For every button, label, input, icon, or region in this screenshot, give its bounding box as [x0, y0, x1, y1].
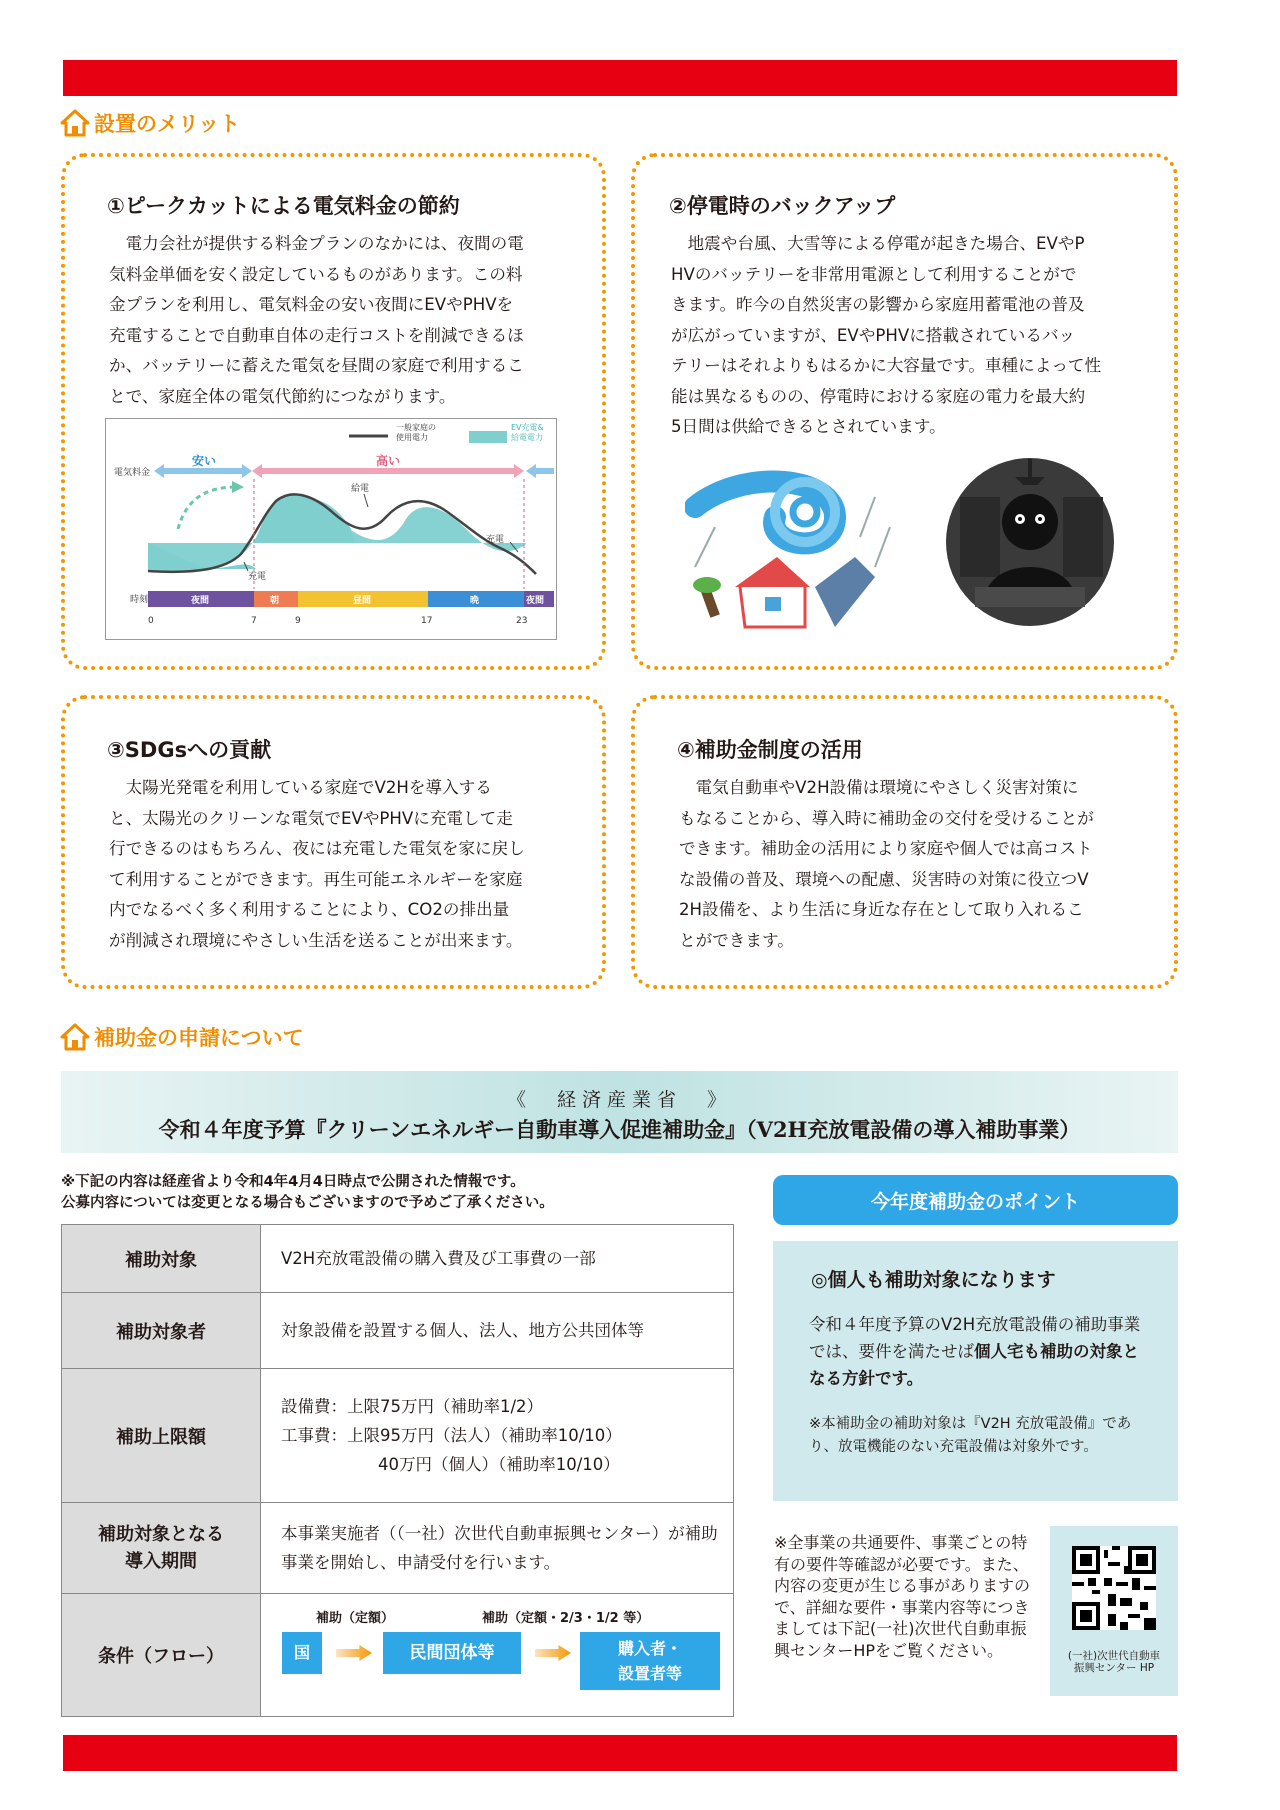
flow-label-2: 補助（定額・2/3・1/2 等） [482, 1611, 650, 1626]
charge-right-label: 充電 [486, 535, 505, 545]
expensive-label: 高い [376, 454, 401, 468]
requirements-note: ※全事業の共通要件、事業ごとの特有の要件等確認が必要です。また、内容の変更が生じる事がありますので、詳細な要件・事業内容等につきましては下記(一社)次世代自動車振興センターHPをご覧ください。 [774, 1533, 1031, 1660]
box2-text: 地震や台風、大雪等による停電が起きた場合、EVやP HVのバッテリーを非常用電源として利用することがで きます。昨今の自然災害の影響から家庭用蓄電池の普及 が広がっていますが、EVやPHVに搭載されているバッ テリーはそれよりもはるかに大容量です。車種によって性 能は異なるものの、停電時における家庭の電力を最大約 5日間は供給できるとされています。 [671, 234, 1102, 436]
row-key: 条件（フロー） [62, 1594, 261, 1717]
flow-arrow-2 [535, 1645, 571, 1661]
charge-left-label: 充電 [248, 572, 267, 582]
subsidy-banner [61, 1071, 1178, 1153]
tick-9: 9 [295, 616, 301, 626]
flow-node-purchaser: 購入者・ 設置者等 [580, 1632, 720, 1690]
band-night1: 夜間 [191, 596, 210, 606]
supply-label: 給電 [351, 484, 370, 494]
price-label: 電気料金 [114, 468, 151, 478]
box2-title: ②停電時のバックアップ [669, 194, 896, 218]
qr-code-icon[interactable] [1072, 1546, 1156, 1630]
cheap-label: 安い [192, 454, 217, 468]
banner-ministry: 《 経済産業省 》 [506, 1089, 732, 1111]
box1-text: 電力会社が提供する料金プランのなかには、夜間の電 気料金単価を安く設定しているものがあります。この料 金プランを利用し、電気料金の安い夜間にEVやPHVを 充電することで自動車自体の走行コストを削減できるほ か、バッテリーに蓄えた電気を昼間の家庭で利用するこ とで、家庭全体の電気代節約につながります。 [109, 234, 524, 406]
tick-17: 17 [421, 616, 433, 626]
box4-text: 電気自動車やV2H設備は環境にやさしく災害対策に もなることから、導入時に補助金の交付を受けることが できます。補助金の活用により家庭や個人では高コスト な設備の普及、環境への配慮、災害時の対策に役立つV 2H設備を、より生活に身近な存在として取り入れるこ とができます。 [679, 778, 1094, 950]
box3-text: 太陽光発電を利用している家庭でV2Hを導入する と、太陽光のクリーンな電気でEVやPHVに充電して走 行できるのはもちろん、夜には充電した電気を家に戻し て利用することができます。再生可能エネルギーを家庭 内でなるべく多く利用することにより、CO2の排出量 が削減され環境にやさしい生活を送ることが出来ます。 [109, 778, 525, 950]
flow-arrow-1 [336, 1645, 372, 1661]
row-value: 設備費：上限75万円（補助率1/2） 工事費：上限95万円（法人）（補助率10/10） 40万円（個人）（補助率10/10） [261, 1369, 734, 1503]
legend-ev: EV充電&給電電力 [511, 423, 544, 442]
subsidy-table [61, 1224, 734, 1717]
box1-title: ①ピークカットによる電気料金の節約 [107, 194, 460, 218]
band-morning: 朝 [270, 596, 280, 606]
row-key: 補助上限額 [62, 1369, 261, 1503]
point-small-note: ※本補助金の補助対象は『V2H 充放電設備』であり、放電機能のない充電設備は対象外です。 [809, 1416, 1132, 1455]
merit-box-subsidy [631, 695, 1178, 989]
merit-section-heading [60, 108, 240, 138]
tick-7: 7 [251, 616, 257, 626]
house-icon [60, 108, 90, 138]
disclaimer-note: ※下記の内容は経産省より令和4年4月4日時点で公開された情報です。 公募内容については変更となる場合もございますので予めご了承ください。 [61, 1174, 554, 1211]
tick-23: 23 [516, 616, 528, 626]
legend-household: 一般家庭の使用電力 [396, 423, 436, 442]
box4-title: ④補助金制度の活用 [677, 738, 863, 762]
subsidy-section-title: 補助金の申請について [94, 1026, 304, 1050]
row-key: 補助対象 [62, 1225, 261, 1293]
point-body [773, 1241, 1178, 1501]
band-night2: 夜間 [526, 596, 545, 606]
table-row [62, 1225, 734, 1293]
banner-title: 令和４年度予算『クリーンエネルギー自動車導入促進補助金』（V2H充放電設備の導入補助事業） [158, 1117, 1081, 1142]
blackout-illustration [945, 457, 1115, 627]
tick-0: 0 [148, 616, 154, 626]
point-text: 令和４年度予算のV2H充放電設備の補助事業では、要件を満たせば個人宅も補助の対象となる方針です。 [809, 1315, 1141, 1388]
row-value: 本事業実施者（（一社）次世代自動車振興センター）が補助 事業を開始し、申請受付を行います。 [261, 1503, 734, 1594]
subsidy-flow [262, 1595, 732, 1715]
row-value: V2H充放電設備の購入費及び工事費の一部 [261, 1225, 734, 1293]
table-row [62, 1594, 734, 1717]
row-key: 補助対象者 [62, 1293, 261, 1369]
table-row [62, 1293, 734, 1369]
merit-section-title: 設置のメリット [94, 112, 241, 136]
bottom-red-bar [63, 1735, 1177, 1771]
merit-box-sdgs [61, 695, 606, 989]
merit-box-backup [631, 153, 1178, 670]
point-title: ◎個人も補助対象になります [811, 1269, 1056, 1291]
time-label: 時刻 [130, 595, 149, 605]
top-red-bar [63, 60, 1177, 96]
band-day: 昼間 [353, 596, 372, 606]
box3-title: ③SDGsへの貢献 [107, 738, 272, 762]
table-row [62, 1369, 734, 1503]
band-evening: 晩 [470, 596, 480, 606]
point-header: 今年度補助金のポイント [773, 1175, 1178, 1225]
subsidy-section-heading [60, 1022, 304, 1052]
flow-node-country: 国 [282, 1632, 322, 1674]
house-icon [60, 1022, 90, 1052]
qr-box [1050, 1526, 1178, 1696]
flow-label-1: 補助（定額） [316, 1611, 395, 1626]
peak-cut-chart-svg [106, 419, 556, 639]
flow-cell [261, 1594, 734, 1717]
peak-cut-chart [105, 418, 557, 640]
typhoon-illustration [685, 467, 905, 637]
row-value: 対象設備を設置する個人、法人、地方公共団体等 [261, 1293, 734, 1369]
flow-node-private: 民間団体等 [383, 1632, 521, 1674]
qr-caption: (一社)次世代自動車 振興センター HP [1067, 1650, 1161, 1674]
table-row [62, 1503, 734, 1594]
row-key: 補助対象となる 導入期間 [62, 1503, 261, 1594]
